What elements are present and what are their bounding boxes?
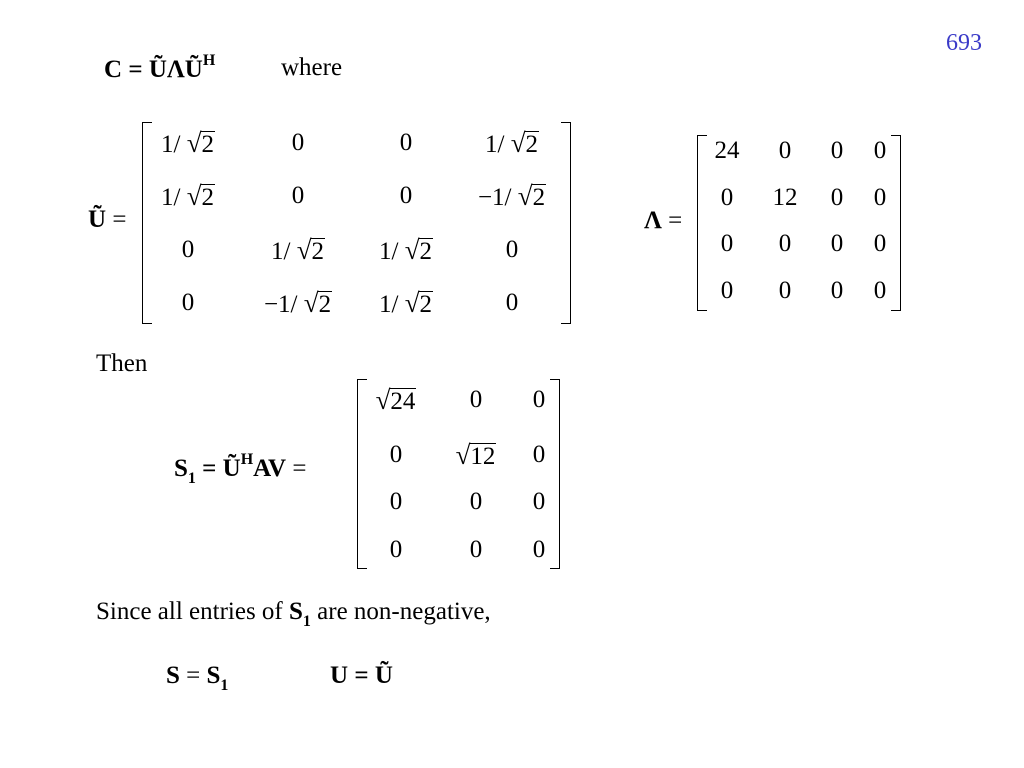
matrix-cell: 1/ √2 <box>160 128 215 158</box>
matrix-cell: 0 <box>830 277 844 304</box>
matrix-cell: 0 <box>469 386 483 413</box>
header-sup: H <box>202 52 216 69</box>
since-sub: 1 <box>302 613 311 630</box>
matrix-cell: 0 <box>720 230 734 257</box>
matrix-cell: 0 <box>830 137 844 164</box>
matrix-cell: 24 <box>714 137 740 164</box>
radicand: 2 <box>419 238 433 265</box>
matrix-cell: 0 <box>181 289 195 316</box>
radicand: 12 <box>470 443 496 470</box>
final-s1: S <box>206 662 221 689</box>
radical-icon: √ <box>455 440 471 470</box>
matrix-cell: 0 <box>873 137 887 164</box>
page-number: 693 <box>946 30 982 56</box>
matrix-cell: 1/ √2 <box>378 288 433 318</box>
radicand: 2 <box>532 184 546 211</box>
lambda-matrix-left-bracket <box>697 135 707 311</box>
s1-symbol: S <box>174 455 188 482</box>
then-text: Then <box>96 350 148 377</box>
radical-icon: √ <box>404 288 420 318</box>
matrix-cell: 0 <box>291 182 305 209</box>
matrix-cell: 0 <box>720 184 734 211</box>
matrix-cell: 0 <box>778 277 792 304</box>
matrix-cell <box>456 440 497 472</box>
final-s1-sub: 1 <box>220 677 229 694</box>
matrix-cell: −1/ √2 <box>263 288 332 318</box>
matrix-cell: 1/ √2 <box>160 181 215 211</box>
matrix-cell: 0 <box>830 184 844 211</box>
s1-matrix-left-bracket <box>357 379 367 569</box>
radical-icon: √ <box>186 128 202 158</box>
s1-av: AV <box>253 455 287 482</box>
radical-icon: √ <box>404 235 420 265</box>
final-s-eq: = <box>186 662 201 689</box>
header-lhs: C <box>104 56 123 83</box>
matrix-cell: 0 <box>532 441 546 468</box>
matrix-cell: 0 <box>873 277 887 304</box>
matrix-cell: 1/ √2 <box>484 128 539 158</box>
matrix-cell: 0 <box>505 236 519 263</box>
since-pre: Since all entries of <box>96 598 289 625</box>
matrix-cell: 0 <box>720 277 734 304</box>
matrix-cell: 0 <box>532 386 546 413</box>
final-u-eq: = <box>354 662 369 689</box>
lambda-symbol: Λ <box>644 207 662 234</box>
matrix-cell: 0 <box>399 182 413 209</box>
header-rhs: ŨΛŨ <box>148 56 203 83</box>
matrix-cell: 0 <box>469 488 483 515</box>
radical-icon: √ <box>375 385 391 415</box>
matrix-cell <box>376 385 417 417</box>
radicand: 2 <box>419 291 433 318</box>
s1-sup: H <box>240 451 254 468</box>
u-eq-sign: = <box>112 206 127 233</box>
s1-matrix-right-bracket <box>550 379 560 569</box>
final-u: U <box>330 662 349 689</box>
lambda-matrix-label <box>644 207 682 235</box>
matrix-cell: 0 <box>778 137 792 164</box>
radical-icon: √ <box>517 181 533 211</box>
u-tilde-symbol: Ũ <box>88 206 107 233</box>
radicand: 2 <box>201 131 215 158</box>
s1-subscript: 1 <box>187 470 196 487</box>
matrix-cell: −1/ √2 <box>477 181 546 211</box>
matrix-cell: 12 <box>772 184 798 211</box>
final-s: S <box>166 662 180 689</box>
radicand: 2 <box>318 291 332 318</box>
matrix-cell: 0 <box>389 488 403 515</box>
matrix-cell: 0 <box>389 536 403 563</box>
radical-icon: √ <box>303 288 319 318</box>
radicand: 2 <box>311 238 325 265</box>
lambda-matrix-right-bracket <box>891 135 901 311</box>
radical-icon: √ <box>186 181 202 211</box>
matrix-cell: 0 <box>873 230 887 257</box>
matrix-cell: 0 <box>505 289 519 316</box>
matrix-cell: 0 <box>532 488 546 515</box>
s1-eq-sign-2: = <box>292 455 307 482</box>
where-text: where <box>281 54 343 81</box>
matrix-cell: 0 <box>873 184 887 211</box>
s1-equation-label <box>174 451 307 487</box>
final-equation-s <box>166 662 229 694</box>
matrix-cell: 0 <box>389 441 403 468</box>
radical-icon: √ <box>296 235 312 265</box>
matrix-cell: 0 <box>181 236 195 263</box>
since-post: are non-negative, <box>310 598 491 625</box>
matrix-cell: 0 <box>778 230 792 257</box>
u-matrix-right-bracket <box>561 122 571 324</box>
matrix-cell: 0 <box>532 536 546 563</box>
final-equation-u <box>330 662 393 690</box>
header-eq-sign: = <box>128 56 143 83</box>
since-s: S <box>289 598 303 625</box>
u-matrix-left-bracket <box>142 122 152 324</box>
matrix-cell: 1/ √2 <box>270 235 325 265</box>
final-u-tilde: Ũ <box>374 662 393 689</box>
radical-icon: √ <box>510 128 526 158</box>
s1-u-tilde: Ũ <box>222 455 241 482</box>
s1-eq-sign: = <box>202 455 217 482</box>
radicand: 24 <box>390 388 416 415</box>
matrix-cell: 0 <box>291 129 305 156</box>
matrix-cell: 1/ √2 <box>378 235 433 265</box>
radicand: 2 <box>525 131 539 158</box>
matrix-cell: 0 <box>469 536 483 563</box>
matrix-cell: 0 <box>830 230 844 257</box>
header-equation <box>104 52 216 84</box>
since-text <box>96 598 491 630</box>
u-matrix-label <box>88 206 126 234</box>
matrix-cell: 0 <box>399 129 413 156</box>
lambda-eq-sign: = <box>668 207 683 234</box>
radicand: 2 <box>201 184 215 211</box>
